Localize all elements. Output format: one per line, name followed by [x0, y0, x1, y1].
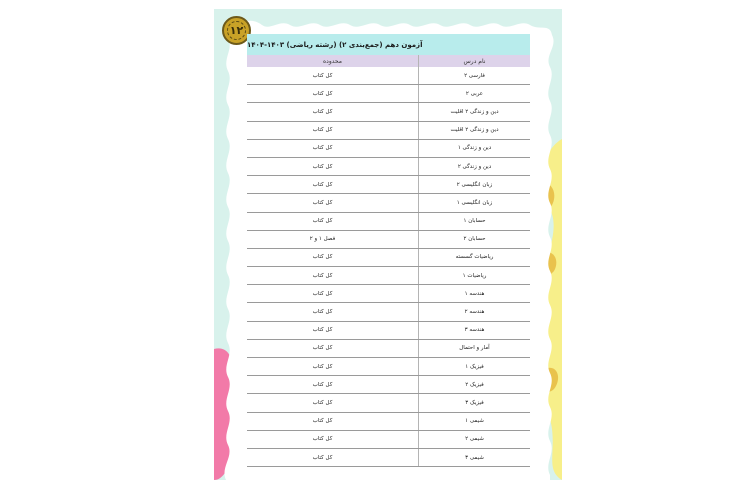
subject-cell: شیمی ۳ [418, 449, 530, 466]
subject-cell: دین و زندگی ۲ [418, 158, 530, 175]
subject-cell: حسابان ۱ [418, 213, 530, 230]
range-cell: کل کتاب [312, 163, 333, 170]
table-row [247, 103, 530, 121]
page-number: ۱۲ [229, 24, 244, 37]
table-row [247, 449, 530, 467]
subject-cell: فیزیک ۲ [418, 376, 530, 393]
document-page [214, 9, 562, 480]
subject-cell: هندسه ۳ [418, 322, 530, 339]
table-row [247, 267, 530, 285]
table-row [247, 394, 530, 412]
table-row [247, 413, 530, 431]
subject-cell: فارسی ۲ [418, 67, 530, 84]
range-cell: کل کتاب [312, 363, 333, 370]
subject-cell: دین و زندگی ۲ اقلیت [418, 103, 530, 120]
table-row [247, 140, 530, 158]
subject-cell: زبان انگلیسی ۱ [418, 194, 530, 211]
table-row [247, 231, 530, 249]
range-cell: کل کتاب [312, 436, 333, 443]
table-row [247, 285, 530, 303]
range-cell: کل کتاب [312, 254, 333, 261]
subject-cell: حسابان ۲ [418, 231, 530, 248]
header-subject: نام درس [418, 55, 530, 67]
subject-cell: زبان انگلیسی ۲ [418, 176, 530, 193]
range-cell: کل کتاب [312, 108, 333, 115]
range-cell: کل کتاب [312, 90, 333, 97]
subject-cell: ریاضیات ۱ [418, 267, 530, 284]
table-row [247, 158, 530, 176]
table-row [247, 322, 530, 340]
subject-cell: هندسه ۱ [418, 285, 530, 302]
table-row [247, 249, 530, 267]
range-cell: کل کتاب [312, 381, 333, 388]
range-cell: کل کتاب [312, 72, 333, 79]
table-row [247, 176, 530, 194]
subject-cell: شیمی ۱ [418, 413, 530, 430]
range-cell: کل کتاب [312, 454, 333, 461]
range-cell: کل کتاب [312, 145, 333, 152]
header-range: محدوده [323, 57, 342, 65]
range-cell: کل کتاب [312, 309, 333, 316]
subject-cell: دین و زندگی ۲ اقلیت [418, 122, 530, 139]
range-cell: کل کتاب [312, 218, 333, 225]
subject-cell: هندسه ۲ [418, 303, 530, 320]
subject-cell: شیمی ۲ [418, 431, 530, 448]
table-header-row [247, 55, 530, 67]
table-row [247, 67, 530, 85]
table-row [247, 85, 530, 103]
range-cell: کل کتاب [312, 127, 333, 134]
table-row [247, 431, 530, 449]
subject-cell: فیزیک ۳ [418, 394, 530, 411]
range-cell: کل کتاب [312, 181, 333, 188]
table-row [247, 376, 530, 394]
subject-cell: عربی ۲ [418, 85, 530, 102]
range-cell: کل کتاب [312, 399, 333, 406]
subject-cell: ریاضیات گسسته [418, 249, 530, 266]
range-cell: کل کتاب [312, 345, 333, 352]
range-cell: کل کتاب [312, 272, 333, 279]
table-row [247, 122, 530, 140]
table-row [247, 303, 530, 321]
subject-cell: آمار و احتمال [418, 340, 530, 357]
table-row [247, 194, 530, 212]
range-cell: کل کتاب [312, 418, 333, 425]
table-row [247, 213, 530, 231]
table-row [247, 340, 530, 358]
range-cell: کل کتاب [312, 327, 333, 334]
table-body [247, 67, 530, 467]
subject-cell: دین و زندگی ۱ [418, 140, 530, 157]
range-cell: فصل ۱ و ۲ [309, 236, 336, 243]
exam-table [247, 34, 530, 480]
table-title: آزمون دهم (جمع‌بندی ۲) (رشته ریاضی) ۱۴۰۳-۱۴۰۴ [247, 34, 530, 55]
range-cell: کل کتاب [312, 199, 333, 206]
subject-cell: فیزیک ۱ [418, 358, 530, 375]
range-cell: کل کتاب [312, 290, 333, 297]
table-row [247, 358, 530, 376]
